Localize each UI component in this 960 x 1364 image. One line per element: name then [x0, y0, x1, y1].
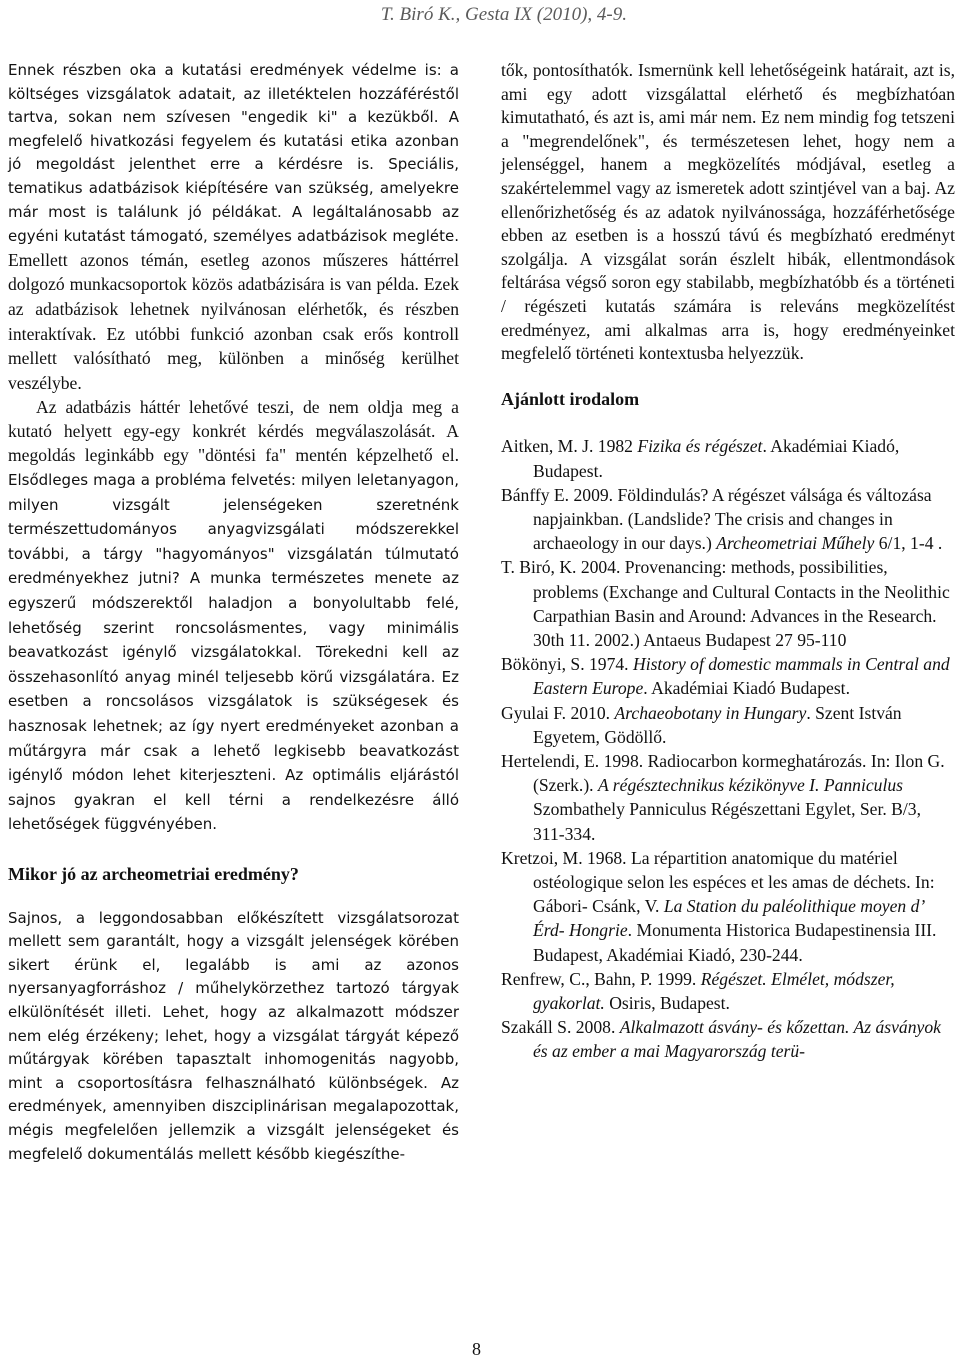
reference-text: . Monumenta Historica Budapestinensia III. Budapest, Akadémiai Kiadó, 230-244. [533, 920, 937, 965]
reference-szakall [501, 1015, 955, 1063]
reference-text: Bökönyi, S. 1974. [501, 654, 633, 675]
reference-list [501, 434, 955, 1063]
reference-aitken [501, 434, 955, 482]
reference-title: Archaeobotany in Hungary [614, 702, 807, 723]
reference-hertelendi [501, 749, 955, 846]
reference-text: Szakáll S. 2008. [501, 1017, 620, 1038]
paragraph-1 [8, 59, 459, 396]
reference-text: T. Biró, K. 2004. Provenancing: methods, possibilities, problems (Exchange and Cultural Contacts in the Neolithic Carpathian Basin and Around: Advances in the Research. 30th 11. 2002.) Antaeus Budapest 27 95-110 [501, 557, 950, 650]
reference-text: Renfrew, C., Bahn, P. 1999. [501, 968, 701, 989]
right-column [501, 59, 955, 1064]
reference-title: La Station du paléolithique moyen d’ Érd- Hongrie [533, 896, 924, 941]
reference-title: Régészet. Elmélet, módszer, gyakorlat. [533, 968, 895, 1013]
reference-text: 6/1, 1-4 . [874, 533, 943, 554]
reference-title: Fizika és régészet [637, 436, 763, 457]
reference-text: Kretzoi, M. 1968. La répartition anatomique du matériel ostéologique selon les espéces et les amas de déchets. In: Gábori- Csánk, V. [501, 847, 935, 917]
reference-title: Archeometriai Műhely [716, 533, 875, 554]
reference-text: Aitken, M. J. 1982 [501, 436, 638, 457]
reference-text: Osiris, Budapest. [604, 992, 730, 1013]
reference-t-biro [501, 555, 955, 652]
reference-text: Gyulai F. 2010. [501, 702, 615, 723]
reference-title: Alkalmazott ásvány- és kőzettan. Az ásványok és az ember a mai Magyarország terü- [533, 1017, 941, 1062]
paragraph-continuation: tők, pontosíthatók. Ismernünk kell lehetőségeink határait, azt is, ami egy adott vizsgálattal elérhető és megbízhatóan kimutatható, és azt is, ami már nem. Ez nem mindig fog tetszeni a "megrendelőnek", és természetesen lehet, hogy nem a jelenséggel, hanem a megközelítés módjával, esetleg a szakértelemmel vagy az ismeretek adott szintjével van a baj. Az ellenőrizhetőség és az adatok nyilvánossága, hozzáférhetősége ebben az esetben is a hosszú távú és megbízható eredményt szolgálja. A vizsgálat során észlelt hibák, ellentmondások feltárása végső soron egy stabilabb, megbízhatóbb és a történeti / régészeti kutatás számára is releváns megközelítést eredményez, ami alkalmas arra is, hogy eredményeinket megfelelő történeti kontextusba helyezzük. [501, 60, 955, 364]
reference-text: . Szent István Egyetem, Gödöllő. [533, 702, 902, 747]
section-heading: Mikor jó az archeometriai eredmény? [8, 864, 299, 884]
page-number: 8 [472, 1339, 481, 1359]
reference-kretzoi [501, 846, 955, 967]
reference-text: Bánffy E. 2009. Földindulás? A régészet válsága és változása napjainkban. (Landslide? The crisis and changes in archaeology in our days.) [501, 484, 932, 554]
paragraph-2-part-2: Elsődleges maga a probléma felvetés: milyen leletanyagon, milyen vizsgált jelenségeken szeretnénk természettudományos anyagvizsgálati módszerekkel további, a tárgy "hagyományos" vizsgálatán túlmutató eredményekhez jutni? A munka természetes menete az egyszerű módszerektől haladjon a bonyolultabb felé, lehetőség szerint roncsolásmentes, vagy minimális beavatkozást igénylő vizsgálatokkal. Törekedni kell az összehasonlító anyag minél teljesebb körű vizsgálatára. Ez esetben a roncsolásos vizsgálatok is szükségesek és hasznosak lehetnek; az így nyert eredményeket azonban a műtárgyra már csak a lehető legkisebb beavatkozást igénylő módon lehet kiterjeszteni. Az optimális eljárástól sajnos gyakran el kell térni a rendelkezésre álló lehetőségek függvényében. [8, 471, 459, 834]
reference-title: History of domestic mammals in Central and Eastern Europe [533, 654, 950, 699]
paragraph-1-part-2: Emellett azonos témán, esetleg azonos műszeres háttérrel dolgozó munkacsoportok közös adatbázisára is van példa. Ezek az adatbázisok lehetnek nyilvánosan elérhetők, és részben interaktívak. Ez utóbbi funkció azonban csak erős kontroll mellett valósítható meg, különben a minőség kerülhet veszélybe. [8, 249, 459, 393]
reference-gyulai [501, 701, 955, 749]
left-column [8, 59, 459, 1166]
paragraph-2 [8, 396, 459, 837]
reference-text: Hertelendi, E. 1998. Radiocarbon kormeghatározás. In: Ilon G. (Szerk.). [501, 750, 945, 796]
reference-text: . Akadémiai Kiadó, Budapest. [533, 436, 900, 481]
paragraph-3: Sajnos, a leggondosabban előkészített vizsgálatsorozat mellett sem garantált, hogy a vizsgált jelenségek körében sikert érünk el, legalább is ami az azonos nyersanyagforráshoz / műhelykörzethez tartozó tárgyak elkülönítését illeti. Lehet, hogy az alkalmazott módszer nem elég érzékeny; lehet, hogy a vizsgálat tárgyát képező műtárgyak körében tapasztalt inhomogenitás nagyobb, mint a csoportosításra felhasználható különbségek. Az eredmények, amennyiben diszciplinárisan megalapozottak, mégis megfelelően jellemzik a vizsgált jelenségeket és megfelelő dokumentálás mellett később kiegészíthe- [8, 908, 459, 1163]
reference-title: A régésztechnikus kézikönyve I. Panniculus [597, 775, 904, 796]
reference-text: . Akadémiai Kiadó Budapest. [643, 678, 850, 699]
paragraph-2-part-1: Az adatbázis háttér lehetővé teszi, de nem oldja meg a kutató helyett egy-egy konkrét kérdés megválaszolását. A megoldás leginkább egy "döntési fa" mentén képzelhető el. [8, 397, 459, 465]
references-heading: Ajánlott irodalom [501, 388, 640, 409]
running-header: T. Biró K., Gesta IX (2010), 4-9. [380, 4, 627, 25]
reference-bokonyi [501, 652, 955, 700]
reference-renfrew [501, 967, 955, 1015]
reference-banffy [501, 483, 955, 556]
reference-text: Szombathely Panniculus Régészettani Egylet, Ser. B/3, 311-334. [533, 799, 921, 844]
paragraph-1-part-1: Ennek részben oka a kutatási eredmények védelme is: a költséges vizsgálatok adatait, az illetéktelen hozzáféréstől tartva, sokan nem szívesen "engedik ki" a kezükből. A megfelelő hivatkozási fegyelem és kutatási etika azonban jó megoldást jelenthet erre a kérdésre is. Speciális, tematikus adatbázisok kiépítésére van szükség, amelyekre már most is találunk jó példákat. A legáltalánosabb az egyéni kutatást támogató, személyes adatbázisok megléte. [8, 61, 459, 246]
